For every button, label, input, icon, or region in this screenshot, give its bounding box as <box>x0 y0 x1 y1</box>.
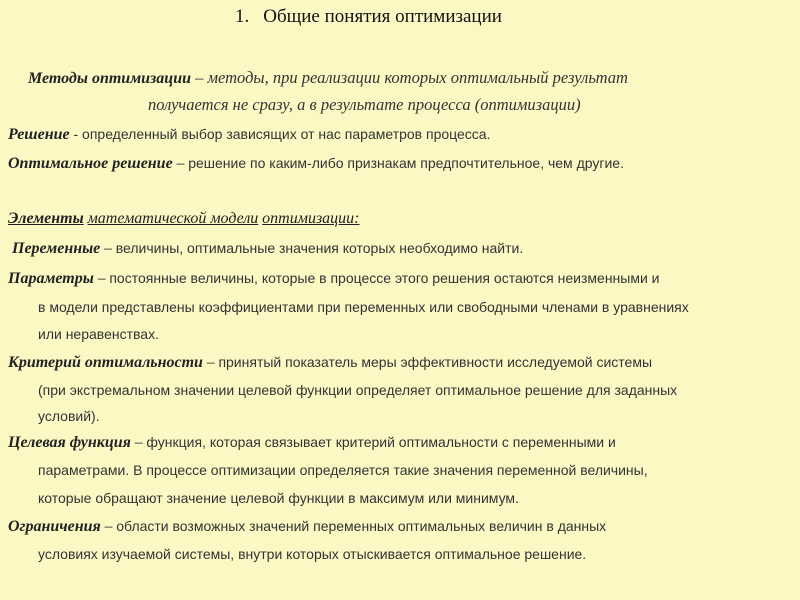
variables-line <box>12 240 523 258</box>
optimal-decision-dash: – <box>172 155 189 172</box>
variables-dash: – <box>100 240 116 257</box>
decision-text: - определенный выбор зависящих от нас параметров процесса. <box>69 126 491 142</box>
parameters-line-1 <box>8 270 660 288</box>
methods-term: Методы оптимизации <box>28 70 191 87</box>
criterion-term: Критерий оптимальности <box>8 354 203 371</box>
objective-term: Целевая функция <box>8 434 131 451</box>
optimal-decision-text: решение по каким-либо признакам предпочтительное, чем другие. <box>188 155 624 171</box>
objective-text-1: функция, которая связывает критерий оптимальности с переменными и <box>146 434 616 450</box>
elements-heading <box>8 210 360 228</box>
constraints-text-1: области возможных значений переменных оптимальных величин в данных <box>116 518 607 534</box>
elements-part-2: математической модели <box>87 210 259 227</box>
variables-term: Переменные <box>12 240 101 257</box>
constraints-term: Ограничения <box>8 518 101 535</box>
objective-dash: – <box>130 434 147 451</box>
constraints-dash: – <box>100 518 117 535</box>
optimal-decision-line <box>8 155 624 173</box>
elements-part-1: Элементы <box>8 210 84 227</box>
parameters-line-3: или неравенствах. <box>38 326 159 342</box>
elements-part-3: оптимизации: <box>262 210 360 227</box>
slide-title <box>235 6 502 28</box>
objective-line-2: параметрами. В процессе оптимизации определяется такие значения переменной величины, <box>38 462 648 478</box>
methods-text-2: получается не сразу, а в результате процесса (оптимизации) <box>148 95 581 114</box>
title-text: Общие понятия оптимизации <box>263 6 502 27</box>
objective-line-1 <box>8 434 616 452</box>
parameters-line-2: в модели представлены коэффициентами при переменных или свободными членами в уравнениях <box>38 299 689 315</box>
constraints-line-2: условиях изучаемой системы, внутри которых отыскивается оптимальное решение. <box>38 546 587 562</box>
criterion-line-3: условий). <box>38 408 100 424</box>
methods-line-2 <box>148 95 581 115</box>
criterion-line-1 <box>8 354 652 372</box>
variables-text: величины, оптимальные значения которых необходимо найти. <box>115 240 524 256</box>
parameters-dash: – <box>93 270 110 287</box>
title-number: 1. <box>235 6 250 27</box>
parameters-term: Параметры <box>8 270 94 287</box>
optimal-decision-term: Оптимальное решение <box>8 155 173 172</box>
decision-term: Решение <box>8 126 70 143</box>
parameters-text-1: постоянные величины, которые в процессе этого решения остаются неизменными и <box>109 270 660 286</box>
criterion-dash: – <box>202 354 219 371</box>
objective-line-3: которые обращают значение целевой функции в максимум или минимум. <box>38 490 519 506</box>
decision-line <box>8 126 490 144</box>
criterion-line-2: (при экстремальном значении целевой функции определяет оптимальное решение для заданных <box>38 382 678 398</box>
constraints-line-1 <box>8 518 606 536</box>
criterion-text-1: принятый показатель меры эффективности исследуемой системы <box>218 354 653 370</box>
methods-text-1: – методы, при реализации которых оптимальный результат <box>191 68 628 87</box>
methods-line-1 <box>28 68 628 88</box>
